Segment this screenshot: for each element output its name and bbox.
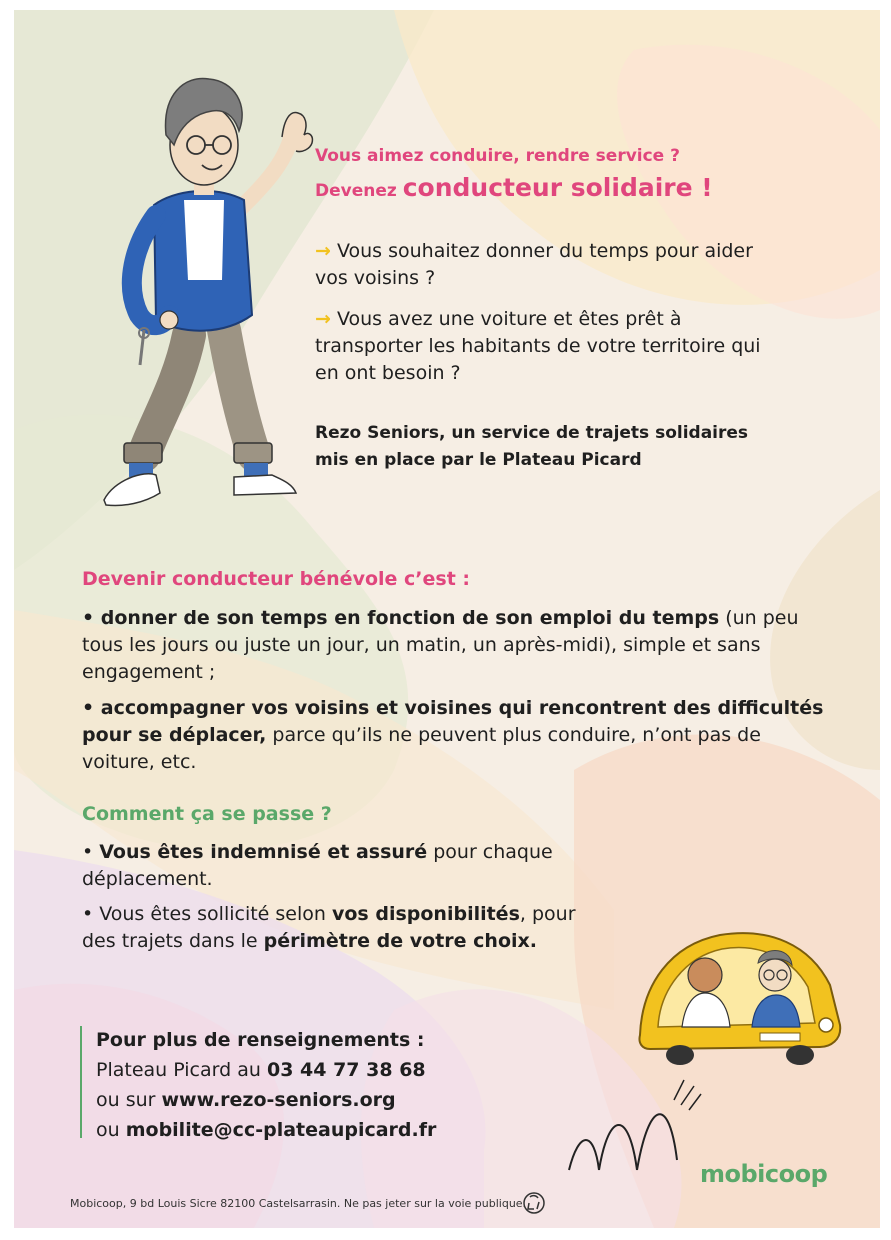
section-2-item-2-bold: vos disponibilités — [331, 903, 520, 925]
service-description — [315, 420, 748, 474]
section-1-item-2-line-1: • accompagner vos voisins et voisines qui rencontrent des difficultés — [82, 697, 824, 719]
service-line-1: Rezo Seniors, un service de trajets solidaires — [315, 423, 749, 443]
car-illustration — [630, 915, 850, 1085]
section-2-item-2-line-2-bold: périmètre de votre choix. — [263, 930, 537, 952]
contact-web-prefix: ou sur — [96, 1089, 162, 1111]
contact-website-link[interactable]: www.rezo-seniors.org — [161, 1089, 396, 1111]
service-line-2: mis en place par le Plateau Picard — [315, 450, 642, 470]
section-1-title: Devenir conducteur bénévole c’est : — [82, 568, 470, 590]
intro-line-1: Vous aimez conduire, rendre service ? — [315, 146, 680, 166]
contact-phone-prefix: Plateau Picard au — [96, 1059, 267, 1081]
intro-line-2 — [315, 173, 713, 202]
section-1-item-1 — [82, 605, 872, 686]
section-2-item-1-bold: Vous êtes indemnisé et assuré — [99, 841, 428, 863]
section-1-item-2-line-2-bold: pour se déplacer, — [82, 724, 267, 746]
section-2-item-1-rest: pour chaque — [427, 841, 553, 863]
section-2-item-1 — [82, 839, 642, 893]
question-2-line-1: Vous avez une voiture et êtes prêt à — [336, 308, 682, 330]
section-2-item-2-line-2-pre: des trajets dans le — [82, 930, 264, 952]
contact-mail-prefix: ou — [96, 1119, 126, 1141]
contact-title: Pour plus de renseignements : — [96, 1029, 425, 1051]
arrow-right-icon: → — [315, 308, 331, 330]
question-2-line-3: en ont besoin ? — [315, 362, 461, 384]
recycle-icon — [522, 1191, 546, 1215]
question-1 — [315, 238, 855, 292]
waving-man-illustration — [84, 65, 324, 515]
mobicoop-logo: mobicoop — [700, 1160, 828, 1188]
flyer-page — [14, 10, 880, 1228]
question-1-line-1: Vous souhaitez donner du temps pour aider — [336, 240, 753, 262]
section-1-item-1-rest: (un peu — [719, 607, 799, 629]
section-1-item-2-line-3: voiture, etc. — [82, 751, 197, 773]
question-2-line-2: transporter les habitants de votre territoire qui — [315, 335, 761, 357]
contact-phone[interactable]: 03 44 77 38 68 — [266, 1059, 426, 1081]
contact-block — [96, 1025, 436, 1145]
contact-accent-bar — [80, 1026, 82, 1138]
footer-address: Mobicoop, 9 bd Louis Sicre 82100 Castelsarrasin. Ne pas jeter sur la voie publique. — [70, 1197, 527, 1210]
section-2-item-2 — [82, 901, 642, 955]
section-1-item-2 — [82, 695, 872, 776]
section-2-item-1-bullet: • — [82, 841, 100, 863]
question-1-line-2: vos voisins ? — [315, 267, 436, 289]
contact-email-link[interactable]: mobilite@cc-plateaupicard.fr — [125, 1119, 437, 1141]
section-1-item-1-line-2: tous les jours ou juste un jour, un matin, un après-midi), simple et sans — [82, 634, 761, 656]
section-2-item-2-pre: • Vous êtes sollicité selon — [82, 903, 332, 925]
arrow-right-icon: → — [315, 240, 331, 262]
section-1-item-1-line-3: engagement ; — [82, 661, 216, 683]
section-2-title: Comment ça se passe ? — [82, 803, 332, 825]
section-2-item-1-line-2: déplacement. — [82, 868, 213, 890]
section-2-item-2-rest: , pour — [519, 903, 576, 925]
intro-line-2-emphasis: conducteur solidaire ! — [402, 173, 713, 202]
section-1-item-2-line-2-rest: parce qu’ils ne peuvent plus conduire, n’ont pas de — [266, 724, 761, 746]
bounce-marks — [559, 1070, 709, 1180]
question-2 — [315, 306, 855, 387]
intro-line-2-prefix: Devenez — [315, 181, 397, 201]
section-1-item-1-bold: • donner de son temps en fonction de son emploi du temps — [82, 607, 720, 629]
